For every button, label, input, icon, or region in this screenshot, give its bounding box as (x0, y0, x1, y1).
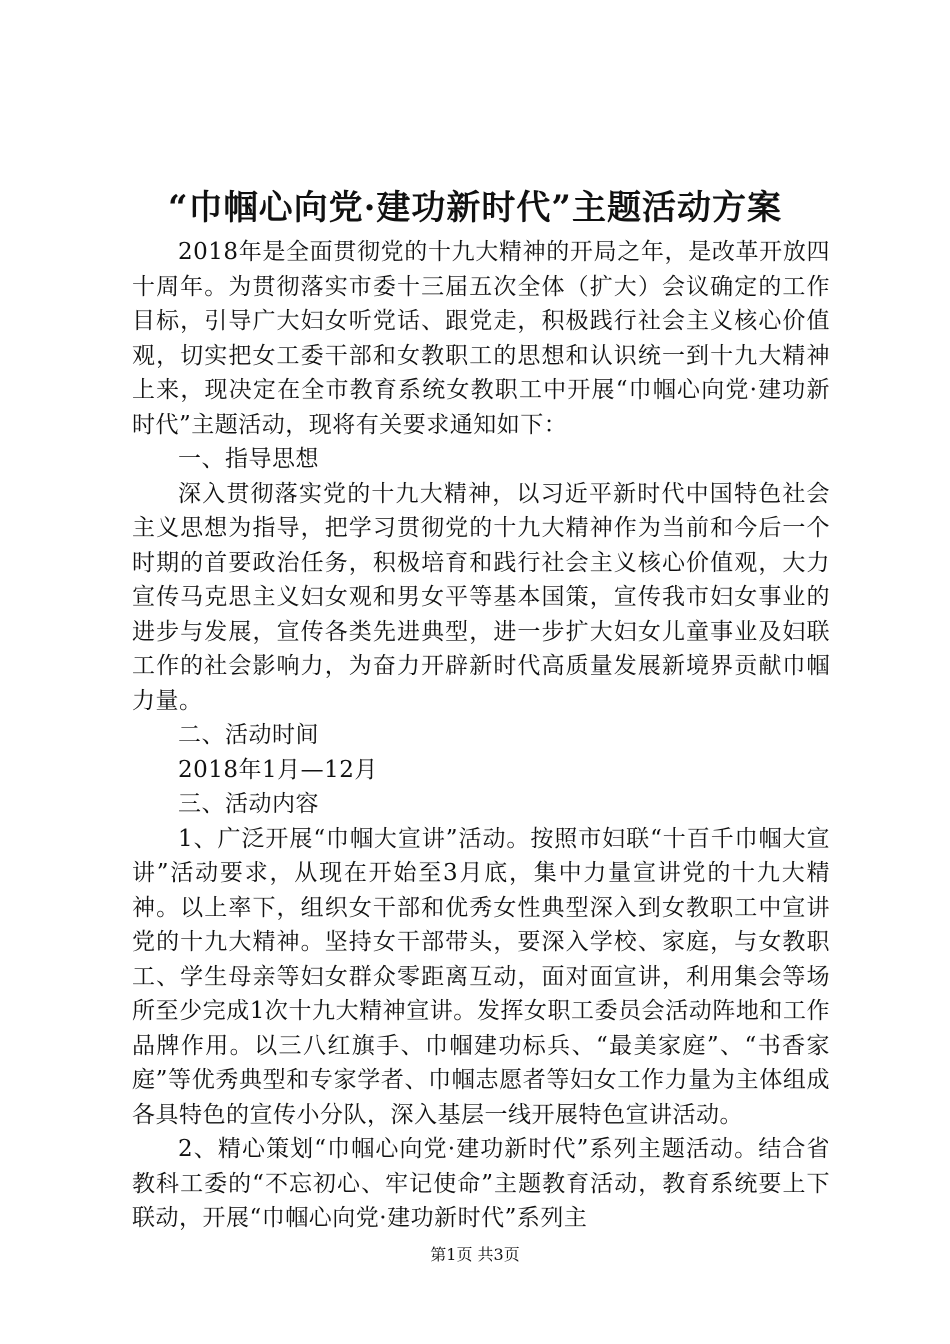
section-heading-guiding-ideology: 一、指导思想 (178, 446, 319, 472)
activity-item-1-paragraph: 1、广泛开展“巾帼大宣讲”活动。按照市妇联“十百千巾帼大宣讲”活动要求，从现在开始至3月底，集中力量宣讲党的十九大精神。以上率下，组织女干部和优秀女性典型深入到女教职工中宣讲党的十九大精神。坚持女干部带头，要深入学校、家庭，与女教职工、学生母亲等妇女群众零距离互动，面对面宣讲，利用集会等场所至少完成1次十九大精神宣讲。发挥女职工委员会活动阵地和工作品牌作用。以三八红旗手、巾帼建功标兵、“最美家庭”、“书香家庭”等优秀典型和专家学者、巾帼志愿者等妇女工作力量为主体组成各具特色的宣传小分队，深入基层一线开展特色宣讲活动。 (132, 825, 830, 1128)
document-title: “巾帼心向党·建功新时代”主题活动方案 (168, 188, 782, 228)
intro-paragraph: 2018年是全面贯彻党的十九大精神的开局之年，是改革开放四十周年。为贯彻落实市委十三届五次全体（扩大）会议确定的工作目标，引导广大妇女听党话、跟党走，积极践行社会主义核心价值观，切实把女工委干部和女教职工的思想和认识统一到十九大精神上来，现决定在全市教育系统女教职工中开展“巾帼心向党·建功新时代”主题活动，现将有关要求通知如下： (132, 239, 830, 438)
page-number-footer: 第1页 共3页 (430, 1245, 520, 1264)
activity-time-paragraph: 2018年1月—12月 (178, 756, 378, 783)
guiding-ideology-paragraph: 深入贯彻落实党的十九大精神，以习近平新时代中国特色社会主义思想为指导，把学习贯彻党的十九大精神作为当前和今后一个时期的首要政治任务，积极培育和践行社会主义核心价值观，大力宣传马克思主义妇女观和男女平等基本国策，宣传我市妇女事业的进步与发展，宣传各类先进典型，进一步扩大妇女儿童事业及妇联工作的社会影响力，为奋力开辟新时代高质量发展新境界贡献巾帼力量。 (132, 480, 830, 714)
section-heading-activity-time: 二、活动时间 (178, 722, 319, 748)
section-heading-activity-content: 三、活动内容 (178, 791, 319, 817)
activity-item-2-paragraph: 2、精心策划“巾帼心向党·建功新时代”系列主题活动。结合省教科工委的“不忘初心、牢记使命”主题教育活动，教育系统要上下联动，开展“巾帼心向党·建功新时代”系列主 (132, 1136, 830, 1231)
document-body (132, 235, 830, 1236)
